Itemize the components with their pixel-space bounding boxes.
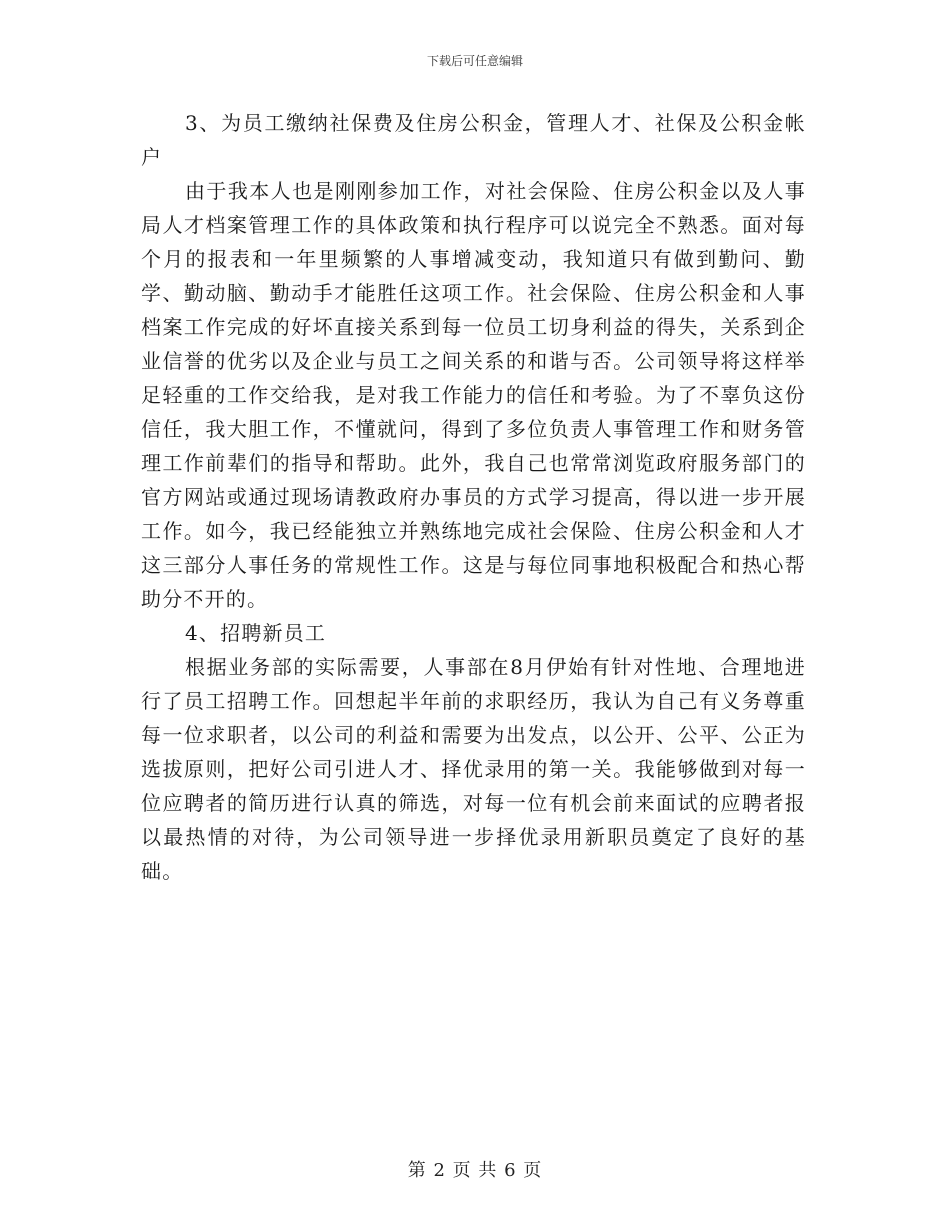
header-note: 下载后可任意编辑 <box>426 54 523 68</box>
page-number: 第 2 页 共 6 页 <box>407 1160 543 1181</box>
document-body <box>141 106 806 888</box>
section-heading-4: 4、招聘新员工 <box>185 621 327 645</box>
section-heading-3: 3、为员工缴纳社保费及住房公积金，管理人才、社保及公积金帐户 <box>141 111 806 169</box>
paragraph: 根据业务部的实际需要，人事部在8月伊始有针对性地、合理地进行了员工招聘工作。回想起半年前的求职经历，我认为自己有义务尊重每一位求职者，以公司的利益和需要为出发点，以公开、公平、公正为选拔原则，把好公司引进人才、择优录用的第一关。我能够做到对每一位应聘者的简历进行认真的筛选，对每一位有机会前来面试的应聘者报以最热情的对待，为公司领导进一步择优录用新职员奠定了良好的基础。 <box>141 655 806 883</box>
paragraph: 由于我本人也是刚刚参加工作，对社会保险、住房公积金以及人事局人才档案管理工作的具体政策和执行程序可以说完全不熟悉。面对每个月的报表和一年里频繁的人事增减变动，我知道只有做到勤问、勤学、勤动脑、勤动手才能胜任这项工作。社会保险、住房公积金和人事档案工作完成的好坏直接关系到每一位员工切身利益的得失，关系到企业信誉的优劣以及企业与员工之间关系的和谐与否。公司领导将这样举足轻重的工作交给我，是对我工作能力的信任和考验。为了不辜负这份信任，我大胆工作，不懂就问，得到了多位负责人事管理工作和财务管理工作前辈们的指导和帮助。此外，我自己也常常浏览政府服务部门的官方网站或通过现场请教政府办事员的方式学习提高，得以进一步开展工作。如今，我已经能独立并熟练地完成社会保险、住房公积金和人才这三部分人事任务的常规性工作。这是与每位同事地积极配合和热心帮助分不开的。 <box>141 179 806 611</box>
